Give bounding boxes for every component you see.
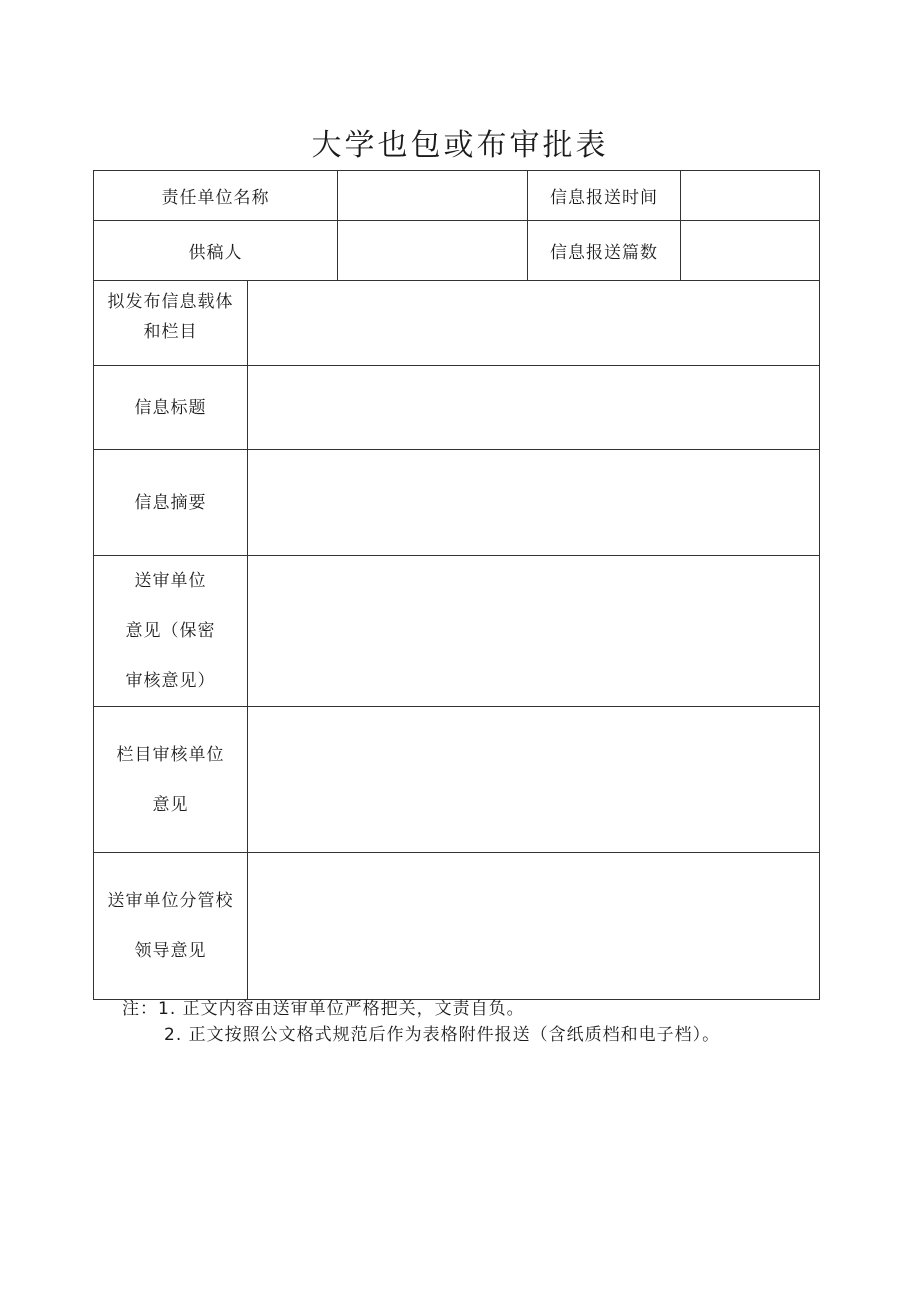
contributor-field[interactable] [338, 221, 528, 281]
table-row [94, 171, 820, 221]
article-count-label: 信息报送篇数 [528, 221, 681, 281]
table-row [94, 366, 820, 450]
note-text-1: 1. 正文内容由送审单位严格把关，文责自负。 [158, 999, 525, 1019]
leader-opinion-label: 送审单位分管校 领导意见 [94, 853, 248, 1000]
leader-opinion-field[interactable] [248, 853, 820, 1000]
table-row [94, 281, 820, 366]
submit-time-label: 信息报送时间 [528, 171, 681, 221]
notes [122, 996, 720, 1048]
contributor-label: 供稿人 [94, 221, 338, 281]
table-row [94, 556, 820, 707]
media-column-label: 拟发布信息载体 和栏目 [94, 281, 248, 366]
note-line-2 [122, 1022, 720, 1048]
responsible-unit-field[interactable] [338, 171, 528, 221]
table-row [94, 707, 820, 853]
page-title: 大学也包或布审批表 [311, 128, 609, 163]
note-line-1 [122, 996, 720, 1022]
responsible-unit-label: 责任单位名称 [94, 171, 338, 221]
info-summary-field[interactable] [248, 450, 820, 556]
note-prefix: 注： [122, 999, 158, 1019]
info-title-field[interactable] [248, 366, 820, 450]
article-count-field[interactable] [681, 221, 820, 281]
approval-form-table [93, 170, 820, 1000]
column-review-opinion-label: 栏目审核单位 意见 [94, 707, 248, 853]
table-row [94, 450, 820, 556]
info-summary-label: 信息摘要 [94, 450, 248, 556]
submitting-unit-opinion-field[interactable] [248, 556, 820, 707]
note-text-2: 2. 正文按照公文格式规范后作为表格附件报送（含纸质档和电子档）。 [164, 1025, 721, 1045]
info-title-label: 信息标题 [94, 366, 248, 450]
table-row [94, 853, 820, 1000]
table-row [94, 221, 820, 281]
submit-time-field[interactable] [681, 171, 820, 221]
submitting-unit-opinion-label: 送审单位 意见（保密 审核意见） [94, 556, 248, 707]
column-review-opinion-field[interactable] [248, 707, 820, 853]
media-column-field[interactable] [248, 281, 820, 366]
